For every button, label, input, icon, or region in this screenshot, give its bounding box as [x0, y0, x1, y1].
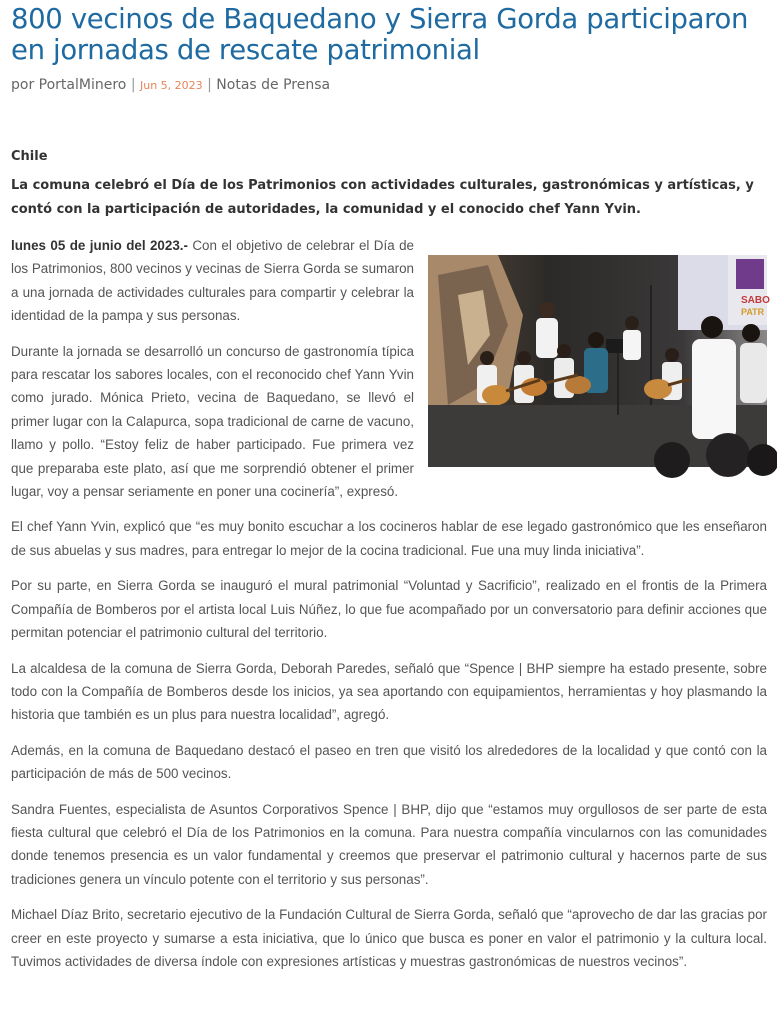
event-photo [428, 255, 770, 467]
paragraph-5: La alcaldesa de la comuna de Sierra Gorda, Deborah Paredes, señaló que “Spence | BHP siempre ha estado presente, sobre todo con la Compañía de Bomberos desde los inicios, ya sea aportando con equipamientos, herramientas y hoy plasmando la historia que también es un plus para nuestra localidad”, agregó. [11, 660, 767, 723]
paragraph-3: El chef Yann Yvin, explicó que “es muy bonito escuchar a los cocineros hablar de ese legado gastronómico que les enseñaron de sus abuelas y sus madres, para entregar lo mejor de la cocina tradicional. Fue una muy linda iniciativa”. [11, 519, 767, 558]
dateline: lunes 05 de junio del 2023.- [11, 238, 188, 253]
article-body [11, 234, 770, 985]
banner-text: SABO [741, 295, 770, 306]
paragraph-2: Durante la jornada se desarrolló un concurso de gastronomía típica para rescatar los sabores locales, con el reconocido chef Yann Yvin como jurado. Mónica Prieto, vecina de Baquedano, se llevó el primer lugar con la Calapurca, sopa tradicional de carne de vacuno, llamo y pollo. “Estoy feliz de haber participado. Fue primera vez que preparaba este plato, así que me sorprendió obtener el primer lugar, voy a pensar seriamente en poner una cocinería”, expresó. [11, 343, 414, 500]
paragraph-1: lunes 05 de junio del 2023.- Con el objetivo de celebrar el Día de los Patrimonios, 800 vecinos y vecinas de Sierra Gorda se sumaron a una jornada de actividades culturales para compartir y celebrar la identidad de la pampa y sus personas. [11, 238, 414, 324]
article-kicker: Chile [11, 149, 48, 164]
paragraph-8: Michael Díaz Brito, secretario ejecutivo de la Fundación Cultural de Sierra Gorda, señaló que “aprovecho de dar las gracias por creer en este proyecto y sumarse a esta iniciativa, que lo único que busca es poner en valor el patrimonio y la cultura local. Tuvimos actividades de diversa índole con expresiones artísticas y muestras gastronómicas de nuestros vecinos”. [11, 907, 767, 969]
publish-date: Jun 5, 2023 [140, 79, 203, 92]
paragraph-6: Además, en la comuna de Baquedano destacó el paseo en tren que visitó los alrededores de la localidad y que contó con la participación de más de 500 vecinos. [11, 742, 767, 782]
article-meta [11, 77, 330, 93]
author-link[interactable]: PortalMinero [38, 77, 127, 93]
paragraph-7: Sandra Fuentes, especialista de Asuntos Corporativos Spence | BHP, dijo que “estamos muy orgullosos de ser parte de esta fiesta cultural que celebró el Día de los Patrimonios en la comuna. Para nuestra compañía vincularnos con las comunidades donde tenemos presencia es un valor fundamental y creemos que preservar el patrimonio cultural y hacernos parte de sus tradiciones genera un vínculo potente con el territorio y sus personas”. [11, 801, 767, 887]
article-title: 800 vecinos de Baquedano y Sierra Gorda participaron en jornadas de rescate patrimonial [11, 3, 749, 66]
paragraph-4: Por su parte, en Sierra Gorda se inauguró el mural patrimonial “Voluntad y Sacrificio”, realizado en el frontis de la Primera Compañía de Bomberos por el artista local Luis Núñez, lo que fue acompañado por un conversatorio para definir acciones que permitan potenciar el patrimonio cultural del territorio. [11, 578, 767, 641]
banner-text-2: PATR [741, 307, 765, 317]
article-lead: La comuna celebró el Día de los Patrimonios con actividades culturales, gastronómicas y artísticas, y contó con la participación de autoridades, la comunidad y el conocido chef Yann Yvin. [11, 178, 754, 217]
meta-separator: | [126, 77, 140, 93]
category-link[interactable]: Notas de Prensa [216, 77, 331, 93]
meta-separator: | [202, 77, 217, 93]
by-prefix: por [11, 77, 39, 93]
